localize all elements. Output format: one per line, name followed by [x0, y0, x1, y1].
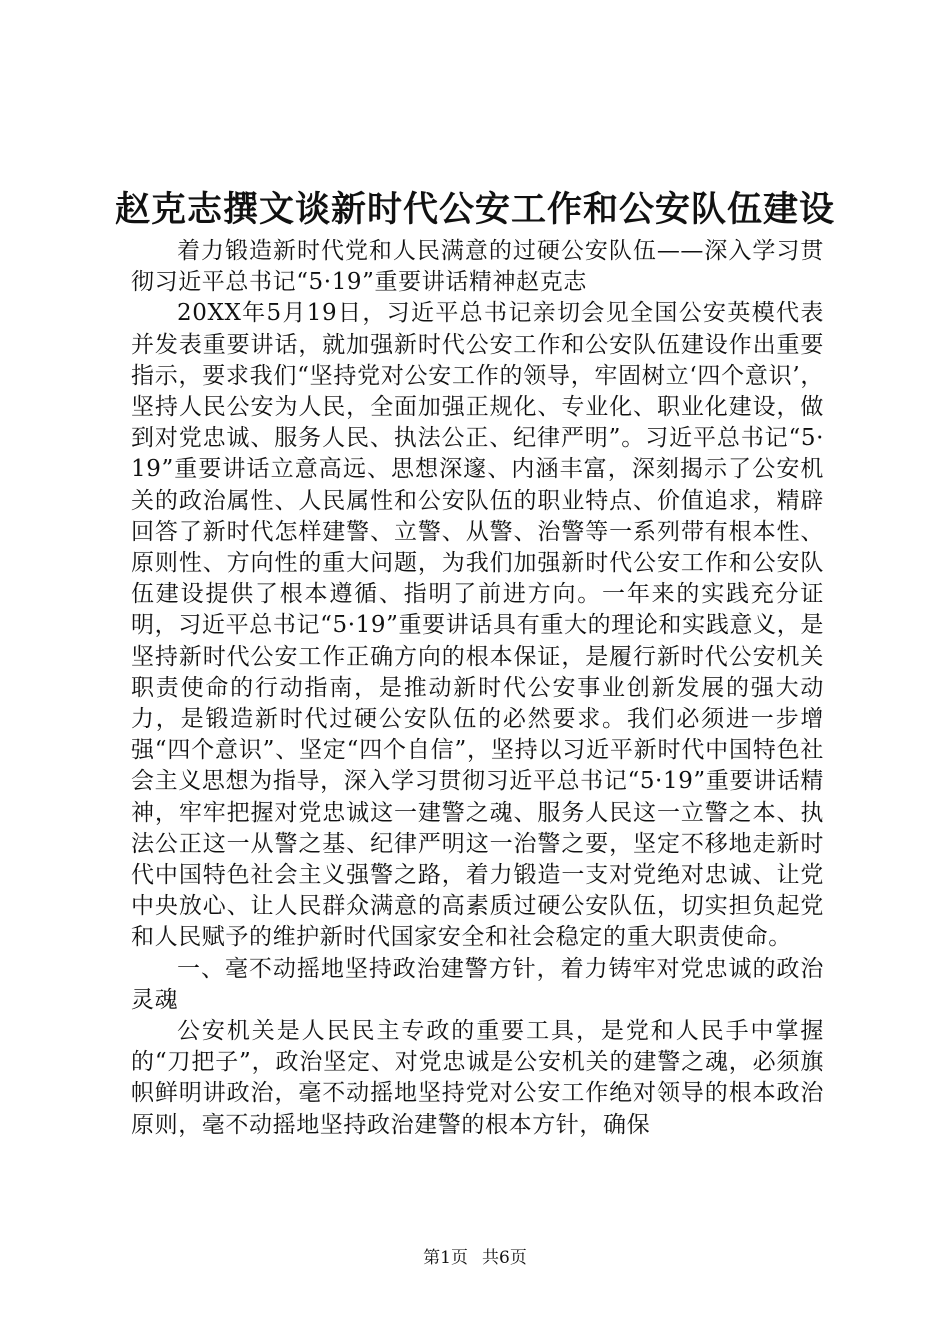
paragraph-intro: 20XX年5月19日，习近平总书记亲切会见全国公安英模代表并发表重要讲话，就加强新时代公安工作和公安队伍建设作出重要指示，要求我们“坚持党对公安工作的领导，牢固树立‘四个意识’，坚持人民公安为人民，全面加强正规化、专业化、职业化建设，做到对党忠诚、服务人民、执法公正、纪律严明”。习近平总书记“5·19”重要讲话立意高远、思想深邃、内涵丰富，深刻揭示了公安机关的政治属性、人民属性和公安队伍的职业特点、价值追求，精辟回答了新时代怎样建警、立警、从警、治警等一系列带有根本性、原则性、方向性的重大问题，为我们加强新时代公安工作和公安队伍建设提供了根本遵循、指明了前进方向。一年来的实践充分证明，习近平总书记“5·19”重要讲话具有重大的理论和实践意义，是坚持新时代公安工作正确方向的根本保证，是履行新时代公安机关职责使命的行动指南，是推动新时代公安事业创新发展的强大动力，是锻造新时代过硬公安队伍的必然要求。我们必须进一步增强“四个意识”、坚定“四个自信”，坚持以习近平新时代中国特色社会主义思想为指导，深入学习贯彻习近平总书记“5·19”重要讲话精神，牢牢把握对党忠诚这一建警之魂、服务人民这一立警之本、执法公正这一从警之基、纪律严明这一治警之要，坚定不移地走新时代中国特色社会主义强警之路，着力锻造一支对党绝对忠诚、让党中央放心、让人民群众满意的高素质过硬公安队伍，切实担负起党和人民赋予的维护新时代国家安全和社会稳定的重大职责使命。 — [131, 300, 824, 951]
document-title: 赵克志撰文谈新时代公安工作和公安队伍建设 — [114, 189, 835, 230]
page-number-total: 共6页 — [482, 1248, 527, 1268]
document-body — [131, 236, 824, 1141]
paragraph-section-1: 公安机关是人民民主专政的重要工具，是党和人民手中掌握的“刀把子”，政治坚定、对党忠诚是公安机关的建警之魂，必须旗帜鲜明讲政治，毫不动摇地坚持党对公安工作绝对领导的根本政治原则，毫不动摇地坚持政治建警的根本方针，确保 — [131, 1018, 824, 1138]
page-footer — [0, 1246, 950, 1270]
page-number-current: 第1页 — [423, 1248, 468, 1268]
section-heading-1: 一、毫不动摇地坚持政治建警方针，着力铸牢对党忠诚的政治灵魂 — [131, 955, 824, 1013]
paragraph-subtitle: 着力锻造新时代党和人民满意的过硬公安队伍——深入学习贯彻习近平总书记“5·19”重要讲话精神赵克志 — [131, 238, 824, 296]
